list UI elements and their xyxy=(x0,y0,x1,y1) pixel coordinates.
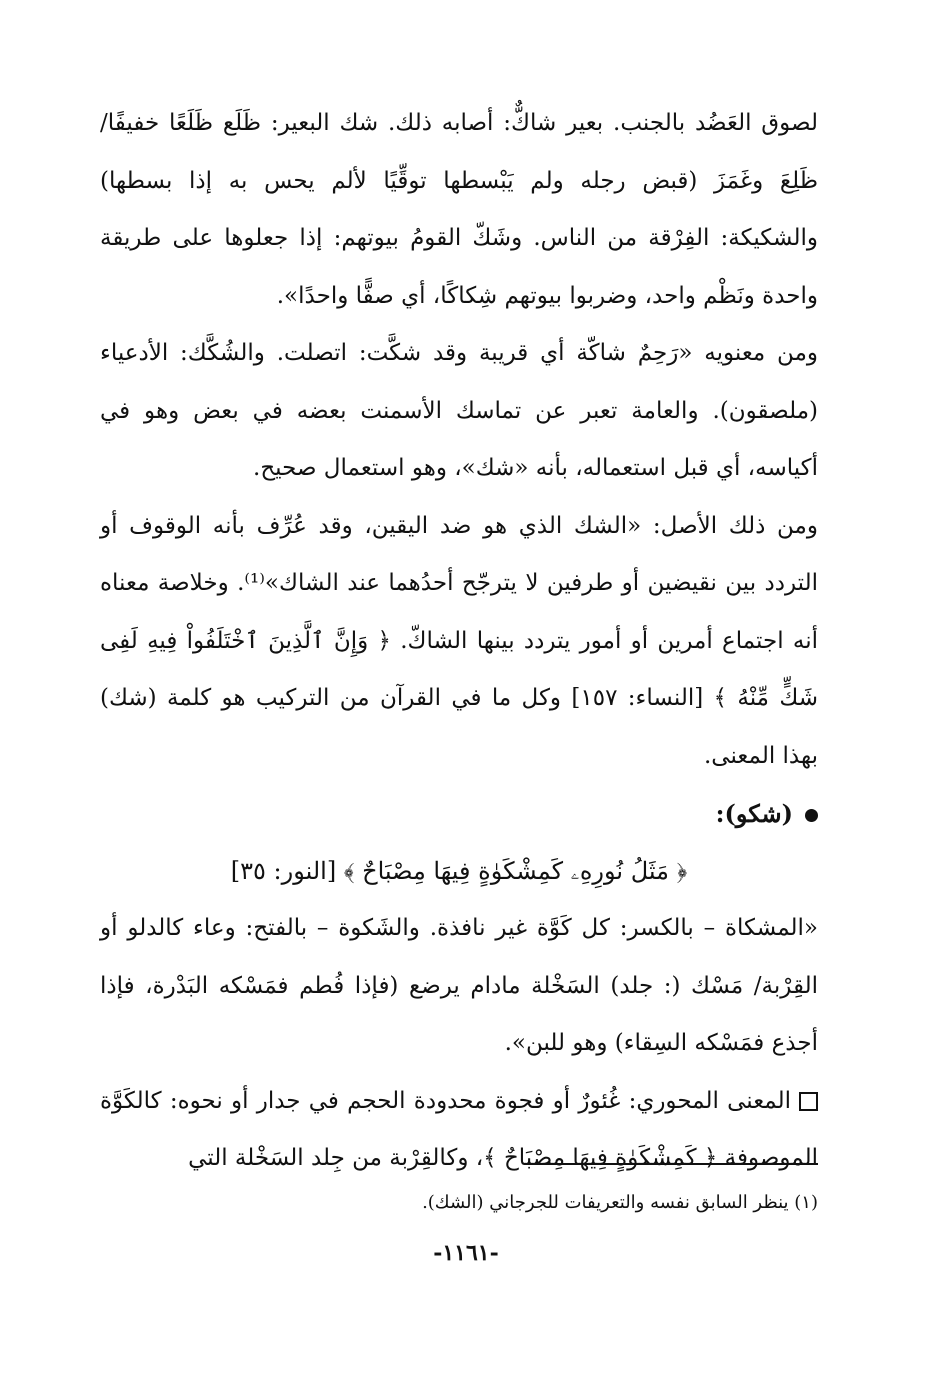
bullet-icon xyxy=(805,809,818,822)
core-meaning-text: غُئورٌ أو فجوة محدودة الحجم في جدار أو نحوه: كالكَوَّة الموصوفة ﴿ كَمِشْكَوٰةٍ فِيهَا مِصْبَاحٌ ﴾، وكالقِرْبة من جِلد السَخْلة التي xyxy=(100,1087,818,1171)
paragraph-4: «المشكاة – بالكسر: كل كَوَّة غير نافذة. والشَكوة – بالفتح: وعاء كالدلو أو القِرْبة/ مَسْك (: جلد) السَخْلة مادام يرضع (فإذا فُطم فمَسْكه البَدْرة، فإذا أجذع فمَسْكه السِقاء) وهو للبن». xyxy=(100,915,818,1056)
entry-heading xyxy=(100,785,818,843)
paragraph-2: ومن معنويه «رَحِمٌ شاكّة أي قريبة وقد شكَّت: اتصلت. والشُكَّك: الأدعياء (ملصقون). والعامة تعبر عن تماسك الأسمنت بعضه في بعض وهو في أكياسه، أي قبل استعماله، بأنه «شك»، وهو استعمال صحيح. xyxy=(100,340,818,481)
square-box-icon xyxy=(799,1092,818,1111)
footnote: (١) ينظر السابق نفسه والتعريفات للجرجاني (الشك). xyxy=(422,1192,818,1213)
page-number: -١١٦١- xyxy=(433,1240,499,1266)
paragraph-5 xyxy=(100,1073,818,1188)
core-meaning-label: المعنى المحوري: xyxy=(628,1087,791,1114)
quran-verse: ﴿ مَثَلُ نُورِهِۦ كَمِشْكَوٰةٍ فِيهَا مِصْبَاحٌ ﴾ [النور: ٣٥] xyxy=(230,856,688,885)
paragraph-3: ومن ذلك الأصل: «الشك الذي هو ضد اليقين، وقد عُرِّف بأنه الوقوف أو التردد بين نقيضين أو طرفين لا يترجّح أحدُهما عند الشاك»⁽¹⁾. وخلاصة معناه أنه اجتماع أمرين أو أمور يتردد بينها الشاكّ. ﴿ وَإِنَّ ٱلَّذِينَ ٱخْتَلَفُواْ فِيهِ لَفِى شَكٍّ مِّنْهُ ﴾ [النساء: ١٥٧] وكل ما في القرآن من التركيب هو كلمة (شك) بهذا المعنى. xyxy=(100,512,819,769)
page-body xyxy=(100,95,818,1188)
paragraph-1: لصوق العَضُد بالجنب. بعير شاكٌّ: أصابه ذلك. شك البعير: ظَلَع ظَلَعًا خفيفًا/ ظَلِعَ وغَمَزَ (قبض رجله ولم يَبْسطها توقِّيًا لألم يحس به إذا بسطها) والشكيكة: الفِرْقة من الناس. وشَكّ القومُ بيوتهم: إذا جعلوها على طريقة واحدة ونَظْم واحد، وضربوا بيوتهم شِكاكًا، أي صفًّا واحدًا». xyxy=(100,110,818,309)
entry-heading-text: (شكو): xyxy=(715,799,793,828)
footnote-divider xyxy=(524,1163,818,1165)
